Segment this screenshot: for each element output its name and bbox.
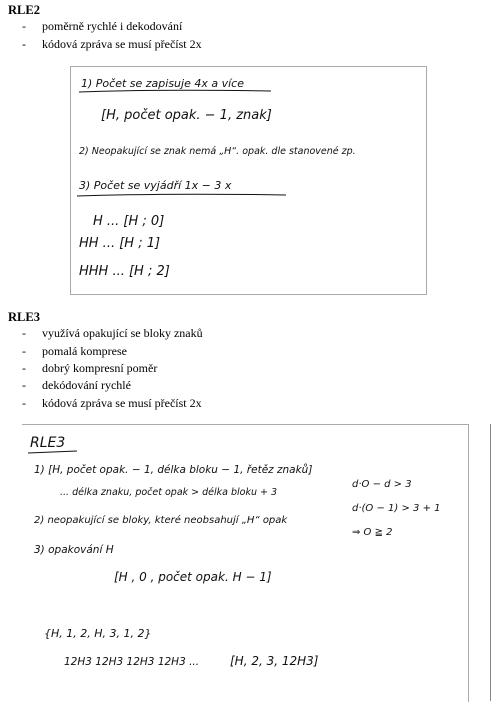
- rle2-bullet-1: - poměrně rychlé i dekodování: [22, 19, 183, 33]
- rle3-bullet-1-text: využívá opakující se bloky znaků: [42, 326, 203, 340]
- rle3-bullet-2-text: pomalá komprese: [42, 344, 127, 358]
- rle3-note-line-5: [H , 0 , počet opak. H − 1]: [114, 570, 272, 584]
- rle2-bullet-2-text: kódová zpráva se musí přečíst 2x: [42, 37, 202, 51]
- rle3-bullet-5-text: kódová zpráva se musí přečíst 2x: [42, 396, 202, 410]
- rle3-bullet-4-text: dekódování rychlé: [42, 378, 131, 392]
- rle2-bullet-1-text: poměrně rychlé i dekodování: [42, 19, 183, 33]
- rle3-bullet-2: - pomalá komprese: [22, 344, 127, 358]
- rle2-note-underline-2: [77, 194, 286, 196]
- rle3-heading: RLE3: [8, 310, 40, 324]
- rle3-note-line-8: [H, 2, 3, 12H3]: [230, 654, 319, 668]
- rle2-bullet-2: - kódová zpráva se musí přečíst 2x: [22, 37, 202, 51]
- rle3-bullet-3-text: dobrý kompresní poměr: [42, 361, 158, 375]
- rle3-bullet-4: - dekódování rychlé: [22, 378, 131, 392]
- rle2-note-line-4: 3) Počet se vyjádří 1x − 3 x: [79, 179, 232, 192]
- page-edge-line: [490, 424, 491, 701]
- rle2-note-line-3: 2) Neopakující se znak nemá „H“. opak. dle stanovené zp.: [79, 146, 356, 157]
- rle3-note-line-6: {H, 1, 2, H, 3, 1, 2}: [44, 627, 152, 640]
- rle3-note-title-underline: [28, 451, 77, 453]
- rle3-note-line-4: 3) opakování H: [34, 544, 114, 556]
- rle2-heading: RLE2: [8, 3, 40, 17]
- rle3-handwritten-note: [22, 424, 469, 702]
- rle3-bullet-5: - kódová zpráva se musí přečíst 2x: [22, 396, 202, 410]
- rle2-note-line-5: H ... [H ; 0]: [93, 214, 165, 229]
- rle2-note-line-1: 1) Počet se zapisuje 4x a více: [81, 77, 244, 90]
- rle3-note-line-7: 12H3 12H3 12H3 12H3 ...: [64, 656, 200, 668]
- rle3-note-side-3: ⇒ O ≧ 2: [352, 527, 393, 538]
- rle2-note-drawing: [71, 67, 426, 294]
- rle2-note-line-2: [H, počet opak. − 1, znak]: [101, 108, 272, 123]
- rle3-note-side-1: d·O − d > 3: [352, 479, 412, 490]
- rle3-note-drawing: [22, 425, 468, 702]
- rle3-note-title: RLE3: [30, 435, 66, 451]
- rle3-note-line-3: 2) neopakující se bloky, které neobsahují „H“ opak: [34, 515, 288, 526]
- rle2-note-underline-1: [79, 90, 271, 92]
- rle3-bullet-1: - využívá opakující se bloky znaků: [22, 326, 203, 340]
- rle3-note-side-2: d·(O − 1) > 3 + 1: [352, 503, 441, 514]
- rle2-note-line-6: HH ... [H ; 1]: [79, 236, 161, 251]
- rle3-bullet-3: - dobrý kompresní poměr: [22, 361, 158, 375]
- rle2-handwritten-note: [70, 66, 427, 295]
- rle2-note-line-7: HHH ... [H ; 2]: [79, 264, 170, 279]
- rle3-note-line-2: ... délka znaku, počet opak > délka bloku + 3: [60, 487, 278, 498]
- rle3-note-line-1: 1) [H, počet opak. − 1, délka bloku − 1, řetěz znaků]: [34, 464, 313, 476]
